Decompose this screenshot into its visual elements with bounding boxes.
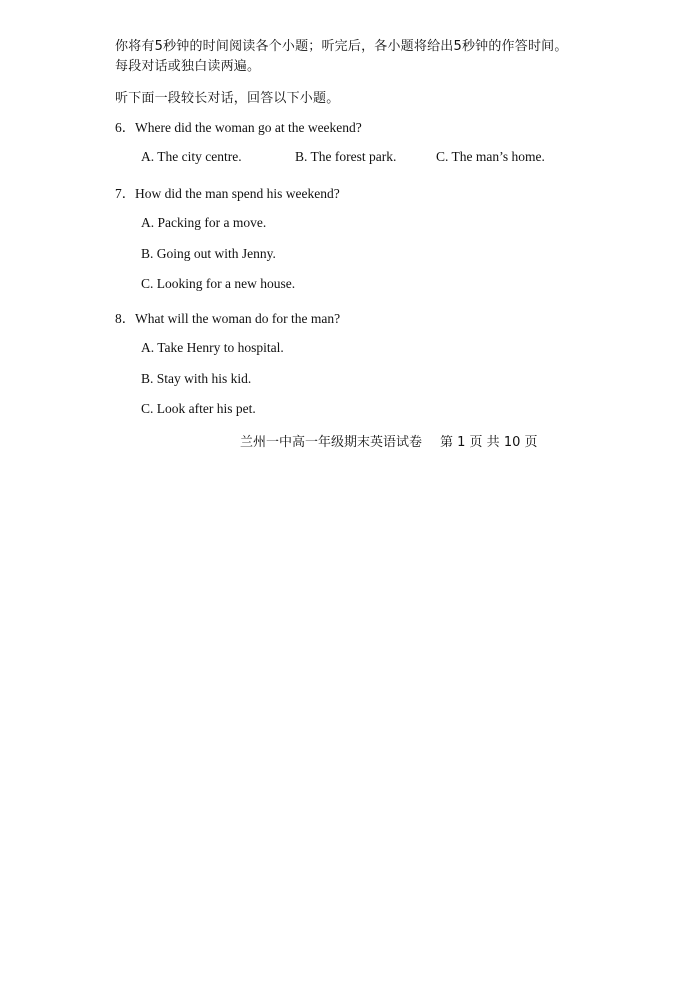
page-footer	[240, 431, 538, 450]
instruction-line-1: 你将有5秒钟的时间阅读各个小题；听完后，各小题将给出5秒钟的作答时间。	[115, 39, 568, 54]
question-number: 8．	[115, 311, 136, 326]
q8-option-a: A. Take Henry to hospital.	[141, 340, 284, 355]
question-text: Where did the woman go at the weekend?	[135, 120, 362, 135]
question-6	[115, 116, 362, 136]
q7-option-a: A. Packing for a move.	[141, 215, 267, 230]
q6-option-b: B. The forest park.	[295, 149, 397, 164]
q8-option-b: B. Stay with his kid.	[141, 371, 252, 386]
q6-option-a: A. The city centre.	[141, 149, 242, 164]
question-7	[115, 182, 340, 202]
question-8	[115, 307, 340, 327]
q7-option-c: C. Looking for a new house.	[141, 276, 296, 291]
instruction-line-2: 每段对话或独白读两遍。	[115, 59, 261, 74]
question-text: What will the woman do for the man?	[135, 311, 341, 326]
q7-option-b: B. Going out with Jenny.	[141, 246, 276, 261]
page-number: 第 1 页 共 10 页	[440, 435, 538, 450]
question-number: 7．	[115, 186, 136, 201]
question-number: 6．	[115, 120, 136, 135]
exam-title: 兰州一中高一年级期末英语试卷	[240, 435, 423, 450]
q8-option-c: C. Look after his pet.	[141, 401, 256, 416]
q6-option-c: C. The man’s home.	[436, 149, 545, 164]
question-text: How did the man spend his weekend?	[135, 186, 340, 201]
section-intro: 听下面一段较长对话，回答以下小题。	[115, 91, 340, 106]
